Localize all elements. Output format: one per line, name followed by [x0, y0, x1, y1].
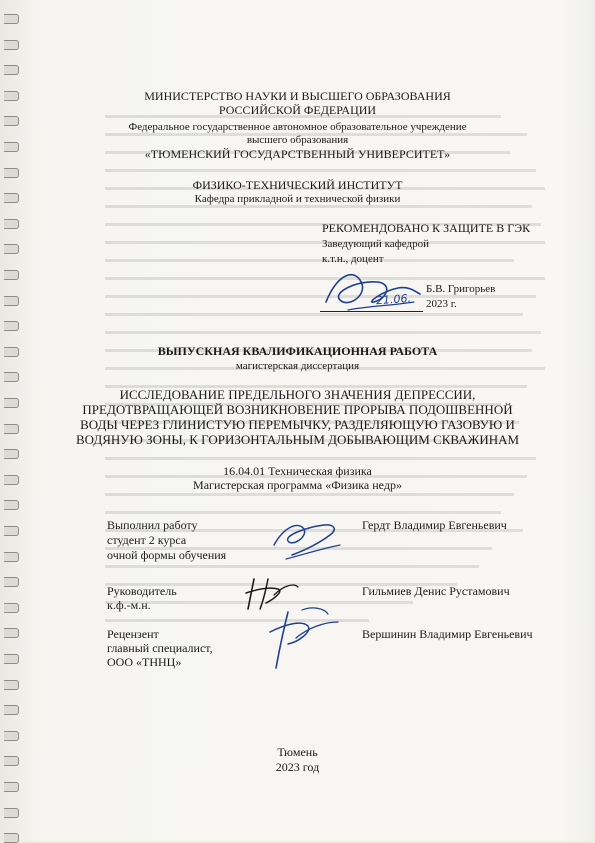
author-name: Гердт Владимир Евгеньевич: [362, 518, 507, 532]
institution-line-1: Федеральное государственное автономное образовательное учреждение: [128, 121, 467, 133]
approval-degree: к.т.н., доцент: [322, 253, 384, 265]
department-name: Кафедра прикладной и технической физики: [194, 193, 401, 205]
bleed-line: [105, 457, 536, 460]
binding-ring: [4, 270, 19, 280]
footer-city: Тюмень: [277, 745, 318, 759]
reviewer-label-3: ООО «ТННЦ»: [107, 655, 182, 669]
binding-ring: [4, 782, 19, 792]
binding-ring: [4, 680, 19, 690]
footer-year: 2023 год: [275, 760, 320, 774]
binding-ring: [4, 40, 19, 50]
binding-ring: [4, 244, 19, 254]
bleed-line: [105, 493, 514, 496]
approval-role: Заведующий кафедрой: [322, 238, 429, 250]
binding-ring: [4, 449, 19, 459]
binding-ring: [4, 603, 19, 613]
binding-ring: [4, 628, 19, 638]
binding-ring: [4, 219, 19, 229]
binding-ring: [4, 705, 19, 715]
bleed-line: [105, 313, 523, 316]
author-label-2: студент 2 курса: [107, 533, 187, 547]
approval-name: Б.В. Григорьев: [426, 283, 496, 295]
binding-ring: [4, 526, 19, 536]
master-program: Магистерская программа «Физика недр»: [193, 478, 402, 492]
approval-title: РЕКОМЕНДОВАНО К ЗАЩИТЕ В ГЭК: [322, 221, 531, 235]
federation-line: РОССИЙСКОЙ ФЕДЕРАЦИИ: [218, 103, 377, 117]
bleed-line: [105, 259, 514, 262]
handwritten-date: 21.06.: [375, 291, 412, 308]
work-type: ВЫПУСКНАЯ КВАЛИФИКАЦИОННАЯ РАБОТА: [157, 344, 438, 358]
binding-ring: [4, 372, 19, 382]
author-label-1: Выполнил работу: [107, 518, 198, 532]
binding-ring: [4, 731, 19, 741]
ministry-line: МИНИСТЕРСТВО НАУКИ И ВЫСШЕГО ОБРАЗОВАНИЯ: [144, 89, 451, 103]
thesis-title-line-4: ВОДЯНУЮ ЗОНЫ, К ГОРИЗОНТАЛЬНЫМ ДОБЫВАЮЩИМ СКВАЖИНАМ: [75, 432, 520, 447]
binding-ring: [4, 808, 19, 818]
specialty-code: 16.04.01 Техническая физика: [223, 464, 372, 478]
binding-ring: [4, 14, 19, 24]
bleed-line: [105, 565, 479, 568]
binding-ring: [4, 321, 19, 331]
institute-name: ФИЗИКО-ТЕХНИЧЕСКИЙ ИНСТИТУТ: [192, 178, 403, 192]
binding-ring: [4, 577, 19, 587]
binding-ring: [4, 833, 19, 843]
reviewer-signature: [262, 602, 342, 672]
university-name: «ТЮМЕНСКИЙ ГОСУДАРСТВЕННЫЙ УНИВЕРСИТЕТ»: [144, 147, 451, 161]
bleed-line: [105, 331, 541, 334]
binding-ring: [4, 168, 19, 178]
reviewer-name: Вершинин Владимир Евгеньевич: [362, 627, 533, 641]
approval-year: 2023 г.: [426, 298, 457, 310]
binding-ring: [4, 296, 19, 306]
thesis-title-line-3: ВОДЫ ЧЕРЕЗ ГЛИНИСТУЮ ПЕРЕМЫЧКУ, РАЗДЕЛЯЮЩУЮ ГАЗОВУЮ И: [80, 417, 515, 432]
reviewer-label-1: Рецензент: [107, 627, 159, 641]
author-signature: [268, 515, 348, 563]
supervisor-name: Гильмиев Денис Рустамович: [362, 584, 510, 598]
thesis-title-line-2: ПРЕДОТВРАЩАЮЩЕЙ ВОЗНИКНОВЕНИЕ ПРОРЫВА ПОДОШВЕННОЙ: [82, 402, 513, 417]
bleed-line: [105, 511, 501, 514]
bleed-line: [105, 169, 536, 172]
reviewer-label-2: главный специалист,: [107, 641, 213, 655]
work-subtype: магистерская диссертация: [235, 360, 360, 372]
binding-ring: [4, 654, 19, 664]
binding-ring: [4, 552, 19, 562]
author-label-3: очной формы обучения: [107, 548, 227, 562]
institution-line-2: высшего образования: [246, 134, 349, 146]
binding-ring: [4, 65, 19, 75]
head-signature: [318, 262, 428, 318]
binding-ring: [4, 500, 19, 510]
supervisor-label-1: Руководитель: [107, 584, 177, 598]
supervisor-label-2: к.ф.-м.н.: [107, 598, 151, 612]
thesis-title-line-1: ИССЛЕДОВАНИЕ ПРЕДЕЛЬНОГО ЗНАЧЕНИЯ ДЕПРЕССИИ,: [119, 387, 476, 402]
